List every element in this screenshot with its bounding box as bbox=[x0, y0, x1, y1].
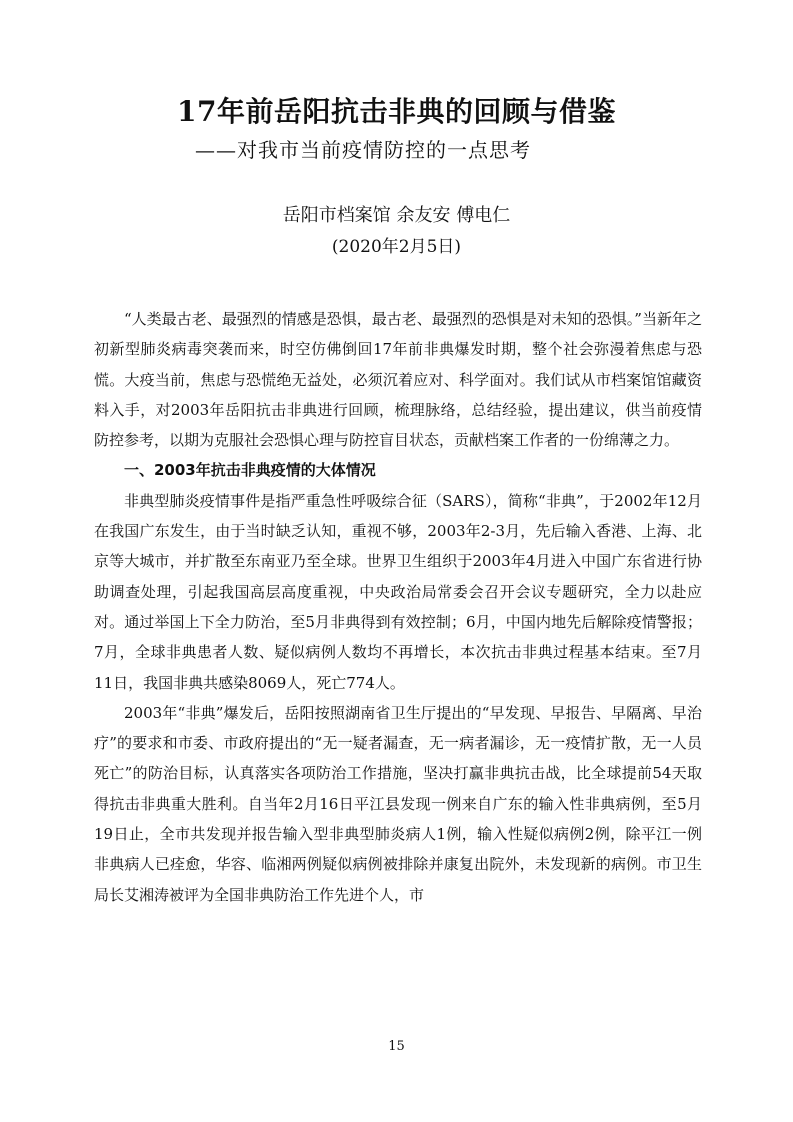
document-subtitle: ——对我市当前疫情防控的一点思考 bbox=[195, 138, 531, 162]
document-date: (2020年2月5日) bbox=[331, 237, 462, 257]
document-title: 17年前岳阳抗击非典的回顾与借鉴 bbox=[177, 95, 616, 128]
section-paragraph: 非典型肺炎疫情事件是指严重急性呼吸综合征（SARS），简称“非典”，于2002年12月在我国广东发生，由于当时缺乏认知，重视不够，2003年2-3月，先后输入香港、上海、北京等大城市，并扩散至东南亚乃至全球。世界卫生组织于2003年4月进入中国广东省进行协助调查处理，引起我国高层高度重视，中央政治局常委会召开会议专题研究，全力以赴应对。通过举国上下全力防治，至5月非典得到有效控制；6月，中国内地先后解除疫情警报；7月，全球非典患者人数、疑似病例人数均不再增长，本次抗击非典过程基本结束。至7月11日，我国非典共感染8069人，死亡774人。 bbox=[94, 491, 702, 692]
section-heading: 一、2003年抗击非典疫情的大体情况 bbox=[124, 461, 376, 480]
document-body bbox=[94, 304, 702, 910]
document-authors: 岳阳市档案馆 余友安 傅电仁 bbox=[282, 205, 511, 226]
intro-paragraph: “人类最古老、最强烈的情感是恐惧，最古老、最强烈的恐惧是对未知的恐惧。”当新年之初新型肺炎病毒突袭而来，时空仿佛倒回17年前非典爆发时期，整个社会弥漫着焦虑与恐慌。大疫当前，焦虑与恐慌绝无益处，必须沉着应对、科学面对。我们试从市档案馆馆藏资料入手，对2003年岳阳抗击非典进行回顾，梳理脉络，总结经验，提出建议，供当前疫情防控参考，以期为克服社会恐惧心理与防控盲目状态，贡献档案工作者的一份绵薄之力。 bbox=[94, 310, 702, 450]
page-number: 15 bbox=[388, 1039, 405, 1054]
section-paragraph: 2003年“非典”爆发后，岳阳按照湖南省卫生厅提出的“早发现、早报告、早隔离、早治疗”的要求和市委、市政府提出的“无一疑者漏查，无一病者漏诊，无一疫情扩散，无一人员死亡”的防治目标，认真落实各项防治工作措施，坚决打赢非典抗击战，比全球提前54天取得抗击非典重大胜利。自当年2月16日平江县发现一例来自广东的输入性非典病例，至5月19日止，全市共发现并报告输入型非典型肺炎病人1例，输入性疑似病例2例，除平江一例非典病人已痊愈，华容、临湘两例疑似病例被排除并康复出院外，未发现新的病例。市卫生局长艾湘涛被评为全国非典防治工作先进个人，市 bbox=[94, 703, 702, 904]
